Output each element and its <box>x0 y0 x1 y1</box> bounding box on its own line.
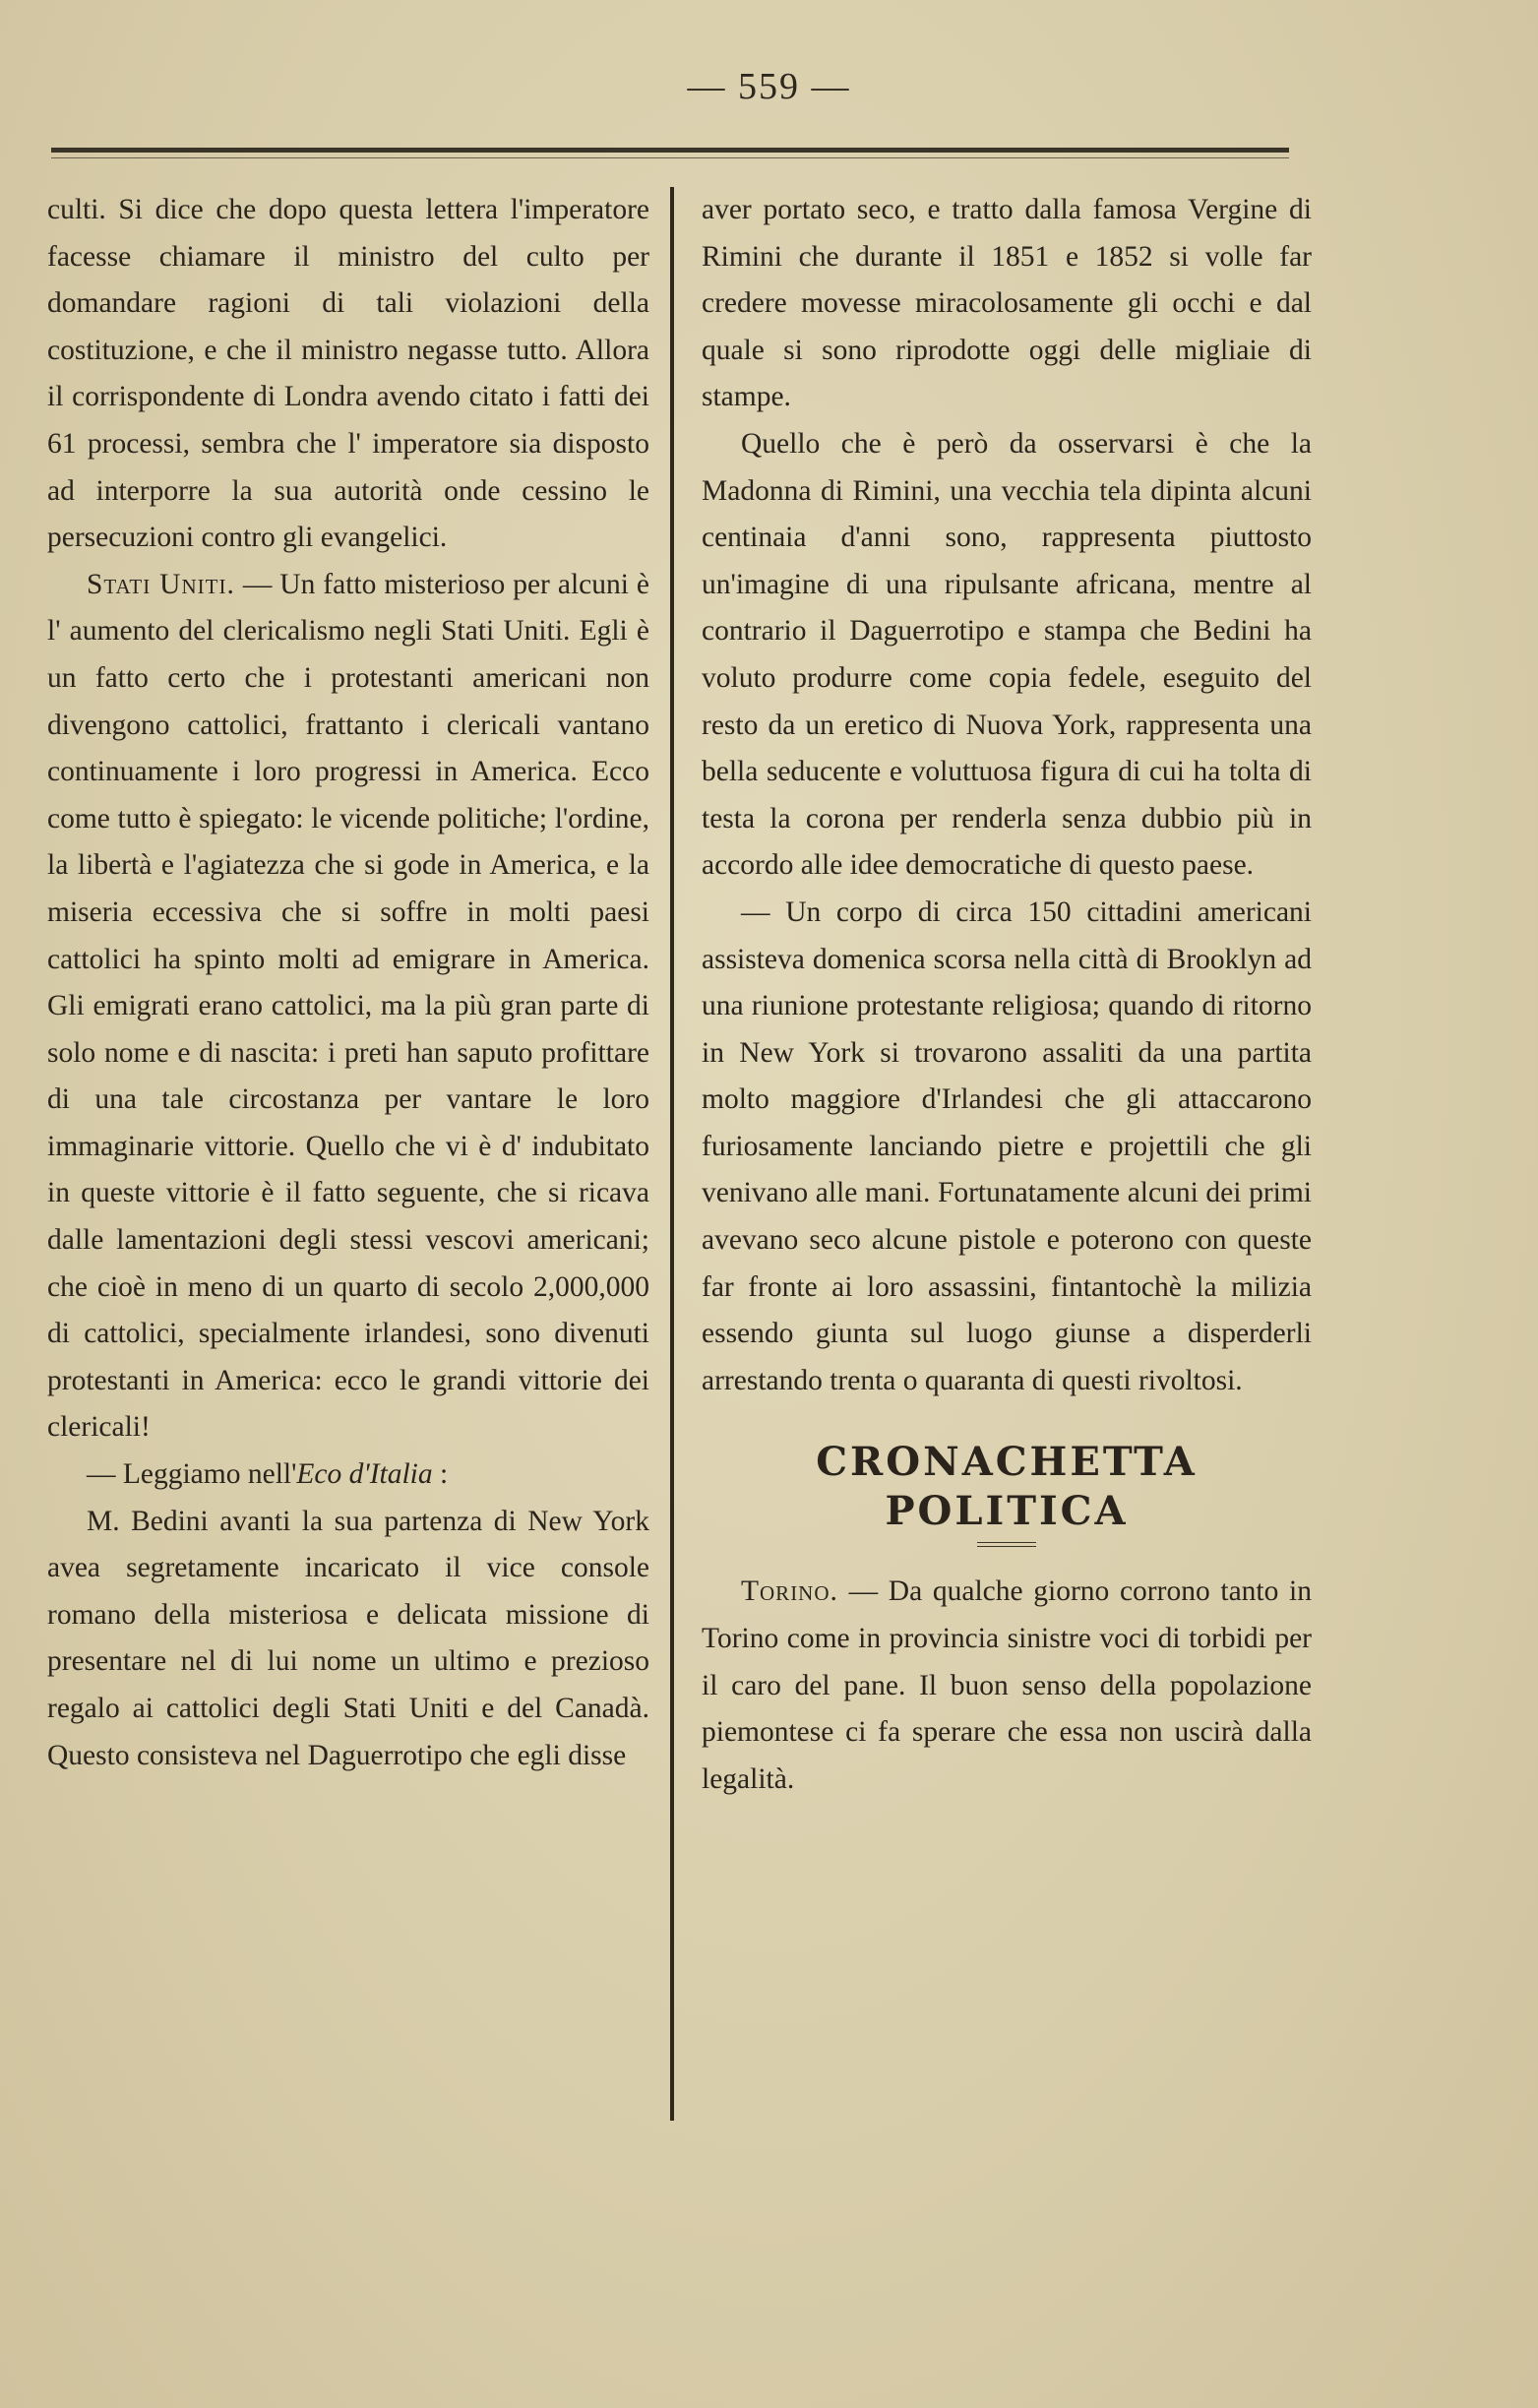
citation-source: Eco d'Italia <box>296 1458 433 1491</box>
paragraph: Quello che è però da osservarsi è che la Madonna di Rimini, una vecchia tela dipinta alcuni centinaia d'anni sono, rappresenta piuttosto un'imagine di una ripulsante africana, mentre al contrario il Daguerrotipo e stampa che Bedini ha voluto produrre come copia fedele, eseguito del resto da un eretico di Nuova York, rappresenta una bella seducente e voluttuosa figura di cui ha tolta di testa la corona per renderla senza dubbio più in accordo alle idee democratiche di questo paese. <box>702 427 1312 882</box>
paragraph: aver portato seco, e tratto dalla famosa Vergine di Rimini che durante il 1851 e 1852 si volle far credere movesse miracolosamente gli occhi e dal quale si sono riprodotte oggi delle migliaie di stampe. <box>702 194 1312 413</box>
citation-post: : <box>432 1458 449 1491</box>
section-lead: Torino. <box>741 1575 838 1608</box>
paragraph: culti. Si dice che dopo questa lettera l'imperatore facesse chiamare il ministro del culto per domandare ragioni di tali violazioni della costituzione, e che il ministro negasse tutto. Allora il corrispondente di Londra avendo citato i fatti dei 61 processi, sembra che l' imperatore sia disposto ad interporre la sua autorità onde cessino le persecuzioni contro gli evangelici. <box>47 194 649 554</box>
left-column <box>47 187 649 1779</box>
paragraph-citation <box>47 1451 649 1499</box>
citation-pre: — Leggiamo nell' <box>87 1458 297 1491</box>
paragraph: M. Bedini avanti la sua partenza di New York avea segretamente incaricato il vice console romano della misteriosa e delicata missione di presentare nel di lui nome un ultimo e prezioso regalo ai cattolici degli Stati Uniti e del Canadà. Questo consisteva nel Daguerrotipo che egli disse <box>47 1505 649 1771</box>
header-rule-thin <box>51 157 1289 158</box>
paragraph: — Un corpo di circa 150 cittadini americani assisteva domenica scorsa nella città di Brooklyn ad una riunione protestante religiosa; quando di ritorno in New York si trovarono assaliti da una partita molto maggiore d'Irlandesi che gli attaccarono furiosamente lanciando pietre e projettili che gli venivano alle mani. Fortunatamente alcuni dei primi avevano seco alcune pistole e poterono con queste far fronte ai loro assassini, fintantochè la milizia essendo giunta sul luogo giunse a disperderli arrestando trenta o quaranta di questi rivoltosi. <box>702 895 1312 1396</box>
page-number: — 559 — <box>687 66 851 107</box>
paragraph-text: — Un fatto misterioso per alcuni è l' aumento del clericalismo negli Stati Uniti. Egli è un fatto certo che i protestanti americani non divengono cattolici, frattanto i clericali vantano continuamente i loro progressi in America. Ecco come tutto è spiegato: le vicende politiche; l'ordine, la libertà e l'agiatezza che si gode in America, e la miseria eccessiva che si soffre in molti paesi cattolici ha spinto molti ad emigrare in America. Gli emigrati erano cattolici, ma la più gran parte di solo nome e di nascita: i preti han saputo profittare di una tale circostanza per vantare le loro immaginarie vittorie. Quello che vi è d' indubitato in queste vittorie è il fatto seguente, che si ricava dalle lamentazioni degli stessi vescovi americani; che cioè in meno di un quarto di secolo 2,000,000 di cattolici, specialmente irlandesi, sono divenuti protestanti in America: ecco le grandi vittorie dei clericali! <box>47 568 649 1444</box>
section-lead: Stati Uniti. <box>87 568 235 600</box>
right-column <box>702 187 1312 1803</box>
paragraph-torino <box>702 1569 1312 1803</box>
paragraph-stati-uniti <box>47 562 649 1451</box>
column-divider <box>670 187 674 2121</box>
header-rule <box>51 148 1289 153</box>
title-rule <box>977 1542 1036 1547</box>
section-title: CRONACHETTA POLITICA <box>816 1439 1198 1535</box>
paragraph-text: — Da qualche giorno corrono tanto in Torino come in provincia sinistre voci di torbidi per il caro del pane. Il buon senso della popolazione piemontese ci fa sperare che essa non uscirà dalla legalità. <box>702 1575 1312 1795</box>
